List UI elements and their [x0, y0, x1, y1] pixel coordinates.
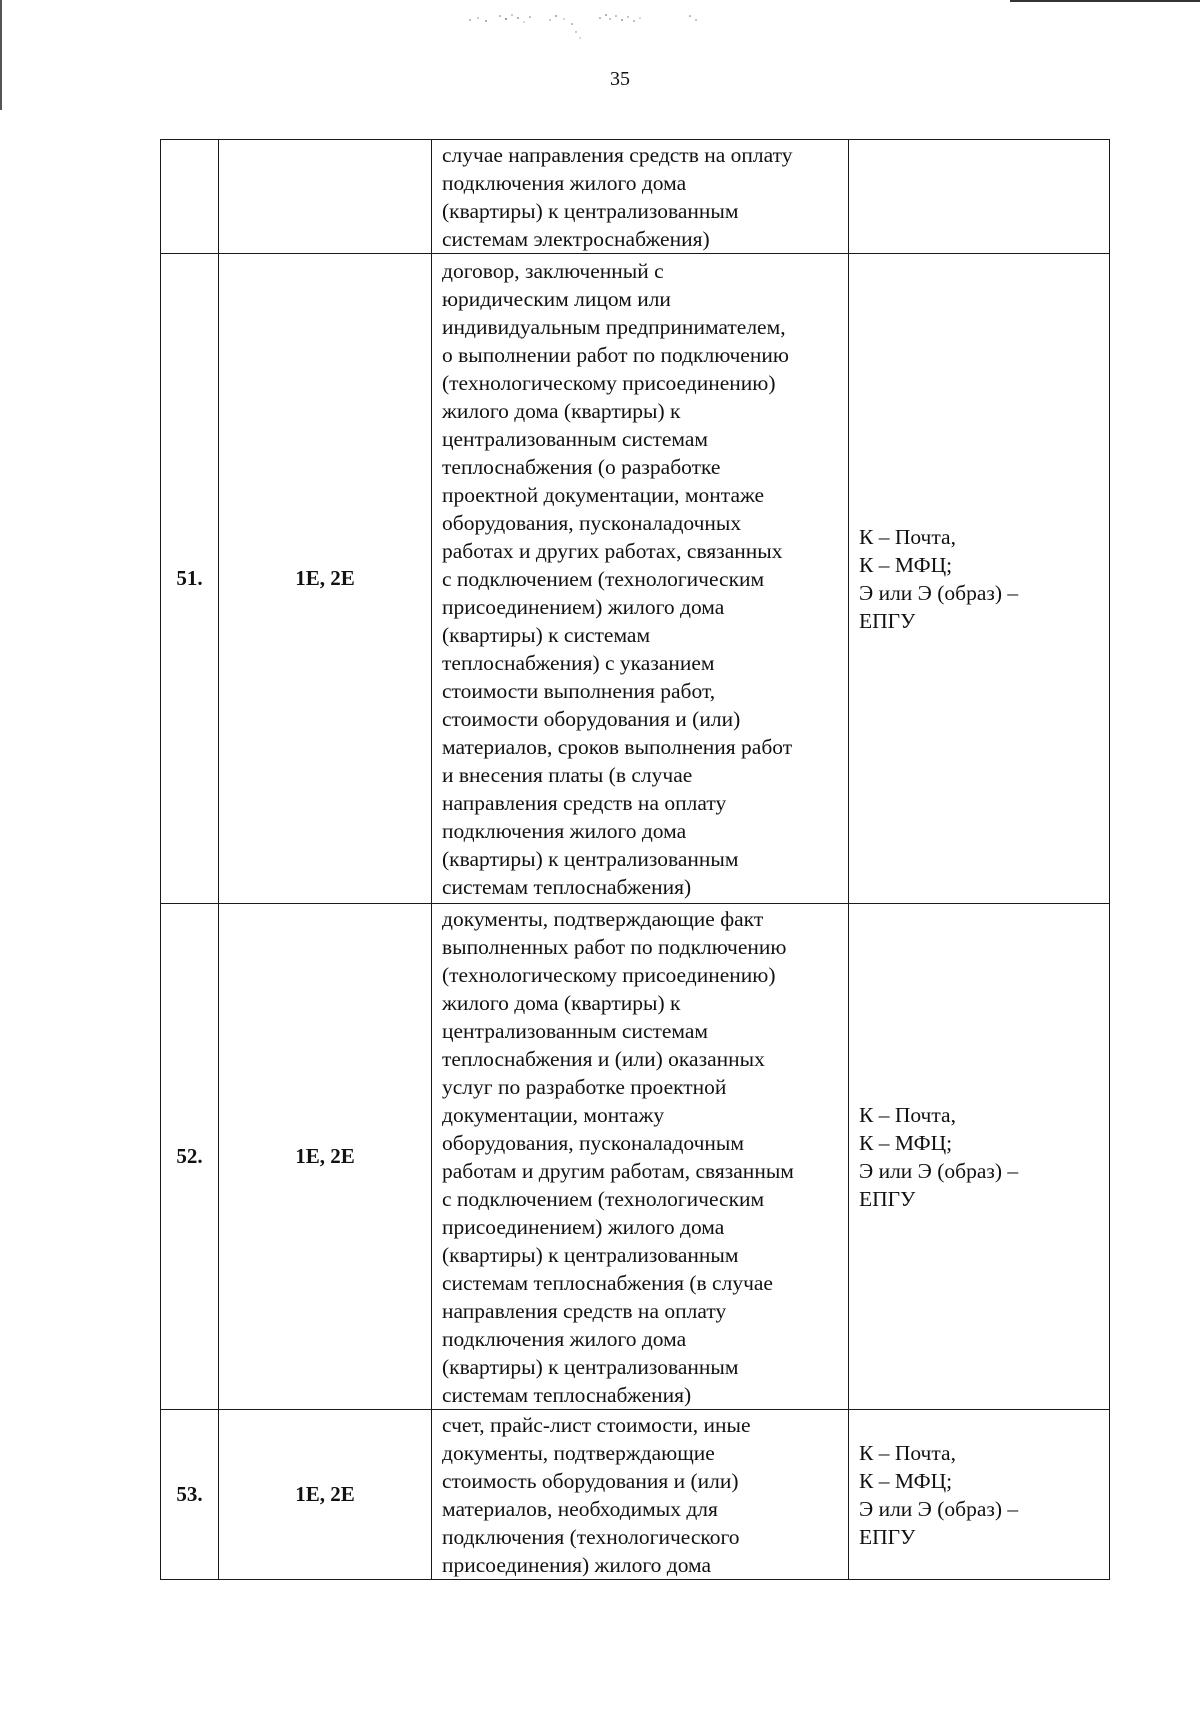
document-line: системам теплоснабжения): [442, 875, 692, 899]
document-line: о выполнении работ по подключению: [442, 343, 789, 367]
document-line: подключения жилого дома: [442, 171, 687, 195]
submission-method: [849, 1410, 1110, 1580]
table-row-51: [161, 254, 1110, 904]
document-line: договор, заключенный с: [442, 259, 664, 283]
table-row-52: [161, 904, 1110, 1410]
document-line: теплоснабжения и (или) оказанных: [442, 1047, 765, 1071]
document-line: жилого дома (квартиры) к: [442, 399, 681, 423]
method-line: Э или Э (образ) –: [859, 580, 1019, 605]
method-line: ЕПГУ: [859, 1186, 916, 1211]
method-line: К – МФЦ;: [859, 552, 953, 577]
method-line: К – МФЦ;: [859, 1130, 953, 1155]
document-line: теплоснабжения) с указанием: [442, 651, 715, 675]
submission-method: [849, 254, 1110, 904]
method-line: Э или Э (образ) –: [859, 1496, 1019, 1521]
document-line: материалов, необходимых для: [442, 1497, 718, 1521]
document-line: (квартиры) к системам: [442, 623, 651, 647]
document-line: оборудования, пусконаладочных: [442, 511, 742, 535]
method-line: ЕПГУ: [859, 1524, 916, 1549]
method-line: К – Почта,: [859, 1440, 956, 1465]
documents-table: [160, 139, 1110, 1580]
document-line: индивидуальным предпринимателем,: [442, 315, 786, 339]
document-line: случае направления средств на оплату: [442, 143, 793, 167]
document-description: [432, 140, 849, 254]
table-row-continuation: [161, 140, 1110, 254]
method-line: К – Почта,: [859, 524, 956, 549]
method-line: К – МФЦ;: [859, 1468, 953, 1493]
document-line: и внесения платы (в случае: [442, 763, 693, 787]
document-line: (квартиры) к централизованным: [442, 847, 739, 871]
table-row-53: [161, 1410, 1110, 1580]
submission-method: [849, 904, 1110, 1410]
document-line: юридическим лицом или: [442, 287, 671, 311]
document-line: с подключением (технологическим: [442, 1187, 765, 1211]
document-line: счет, прайс-лист стоимости, иные: [442, 1413, 751, 1437]
document-line: с подключением (технологическим: [442, 567, 765, 591]
row-number: 51.: [161, 254, 219, 904]
method-line: К – Почта,: [859, 1102, 956, 1127]
row-code: 1Е, 2Е: [219, 904, 432, 1410]
document-line: подключения жилого дома: [442, 1327, 687, 1351]
document-line: направления средств на оплату: [442, 1299, 727, 1323]
row-code: 1Е, 2Е: [219, 1410, 432, 1580]
row-number: 52.: [161, 904, 219, 1410]
document-line: централизованным системам: [442, 427, 709, 451]
document-line: присоединением) жилого дома: [442, 1215, 725, 1239]
row-code: 1Е, 2Е: [219, 254, 432, 904]
method-line: ЕПГУ: [859, 608, 916, 633]
row-number: 53.: [161, 1410, 219, 1580]
document-line: системам теплоснабжения (в случае: [442, 1271, 773, 1295]
row-number: [161, 140, 219, 254]
document-line: подключения жилого дома: [442, 819, 687, 843]
method-line: Э или Э (образ) –: [859, 1158, 1019, 1183]
document-line: централизованным системам: [442, 1019, 709, 1043]
document-line: направления средств на оплату: [442, 791, 727, 815]
document-line: проектной документации, монтаже: [442, 483, 765, 507]
document-line: жилого дома (квартиры) к: [442, 991, 681, 1015]
document-line: (технологическому присоединению): [442, 963, 776, 987]
document-line: стоимость оборудования и (или): [442, 1469, 739, 1493]
document-line: теплоснабжения (о разработке: [442, 455, 721, 479]
document-line: оборудования, пусконаладочным: [442, 1131, 744, 1155]
document-line: документы, подтверждающие факт: [442, 907, 764, 931]
document-line: услуг по разработке проектной: [442, 1075, 727, 1099]
document-line: (квартиры) к централизованным: [442, 1243, 739, 1267]
document-line: выполненных работ по подключению: [442, 935, 787, 959]
document-description: [432, 904, 849, 1410]
document-line: стоимости оборудования и (или): [442, 707, 741, 731]
document-line: (квартиры) к централизованным: [442, 199, 739, 223]
scan-left-edge: [0, 0, 2, 110]
document-line: присоединения) жилого дома: [442, 1553, 712, 1577]
document-line: стоимости выполнения работ,: [442, 679, 716, 703]
document-line: документы, подтверждающие: [442, 1441, 715, 1465]
document-line: документации, монтажу: [442, 1103, 665, 1127]
document-line: (квартиры) к централизованным: [442, 1355, 739, 1379]
document-line: подключения (технологического: [442, 1525, 740, 1549]
page-number: 35: [610, 68, 630, 90]
document-line: работам и другим работам, связанным: [442, 1159, 794, 1183]
document-description: [432, 1410, 849, 1580]
submission-method: [849, 140, 1110, 254]
scan-artifact-speckles: [460, 6, 760, 46]
document-line: системам электроснабжения): [442, 227, 710, 251]
document-description: [432, 254, 849, 904]
row-code: [219, 140, 432, 254]
document-line: материалов, сроков выполнения работ: [442, 735, 793, 759]
document-line: (технологическому присоединению): [442, 371, 776, 395]
document-line: работах и других работах, связанных: [442, 539, 783, 563]
document-line: системам теплоснабжения): [442, 1383, 692, 1407]
scan-edge-line: [1010, 0, 1200, 2]
document-line: присоединением) жилого дома: [442, 595, 725, 619]
